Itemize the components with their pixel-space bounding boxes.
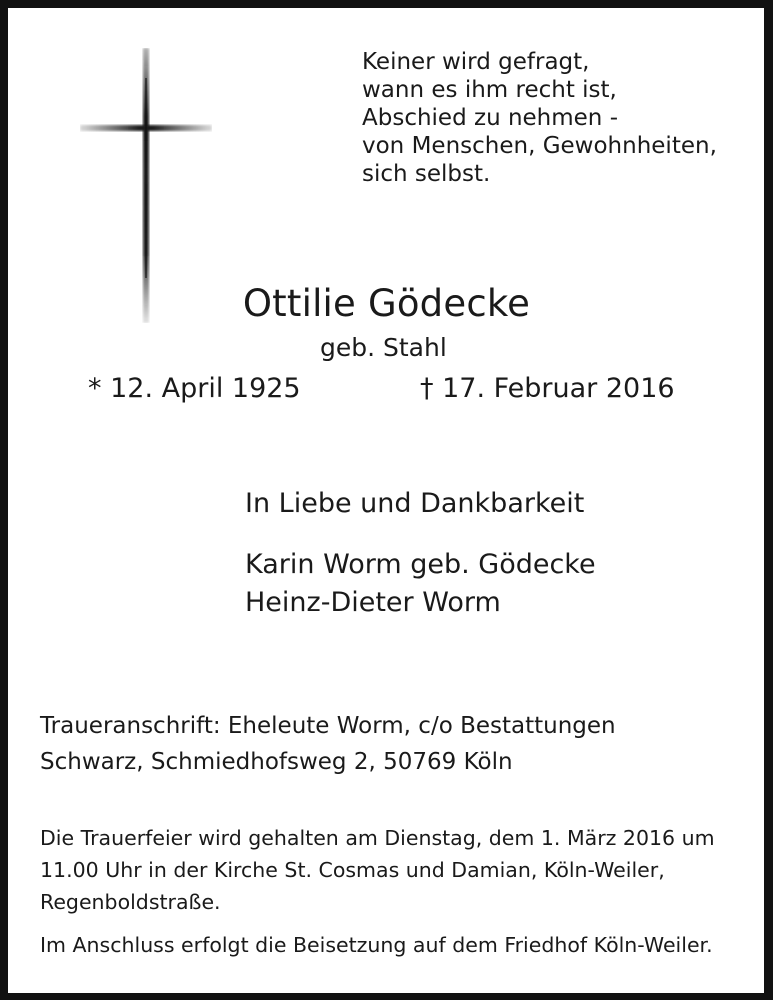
address-line: Schwarz, Schmiedhofsweg 2, 50769 Köln [40, 749, 513, 775]
funeral-service-info [40, 822, 715, 918]
poem-line: Keiner wird gefragt, [362, 49, 590, 75]
birth-name: geb. Stahl [320, 333, 447, 362]
mourners-intro: In Liebe und Dankbarkeit [245, 488, 585, 519]
address-line: Traueranschrift: Eheleute Worm, c/o Bestattungen [40, 713, 616, 739]
service-line: Regenboldstraße. [40, 890, 221, 914]
mourner-name: Heinz-Dieter Worm [245, 587, 501, 618]
burial-info: Im Anschluss erfolgt die Beisetzung auf dem Friedhof Köln-Weiler. [40, 933, 713, 957]
poem-line: sich selbst. [362, 161, 491, 187]
poem-line: von Menschen, Gewohnheiten, [362, 133, 717, 159]
deceased-name: Ottilie Gödecke [242, 282, 531, 325]
service-line: Die Trauerfeier wird gehalten am Dienstag, dem 1. März 2016 um [40, 826, 715, 850]
poem [362, 48, 717, 188]
poem-line: Abschied zu nehmen - [362, 105, 618, 131]
mourning-address [40, 708, 616, 780]
birth-date: * 12. April 1925 [88, 373, 301, 404]
poem-line: wann es ihm recht ist, [362, 77, 617, 103]
mourner-name: Karin Worm geb. Gödecke [245, 549, 596, 580]
service-line: 11.00 Uhr in der Kirche St. Cosmas und Damian, Köln-Weiler, [40, 858, 665, 882]
death-date: † 17. Februar 2016 [420, 373, 675, 404]
mourners-names [245, 546, 596, 622]
